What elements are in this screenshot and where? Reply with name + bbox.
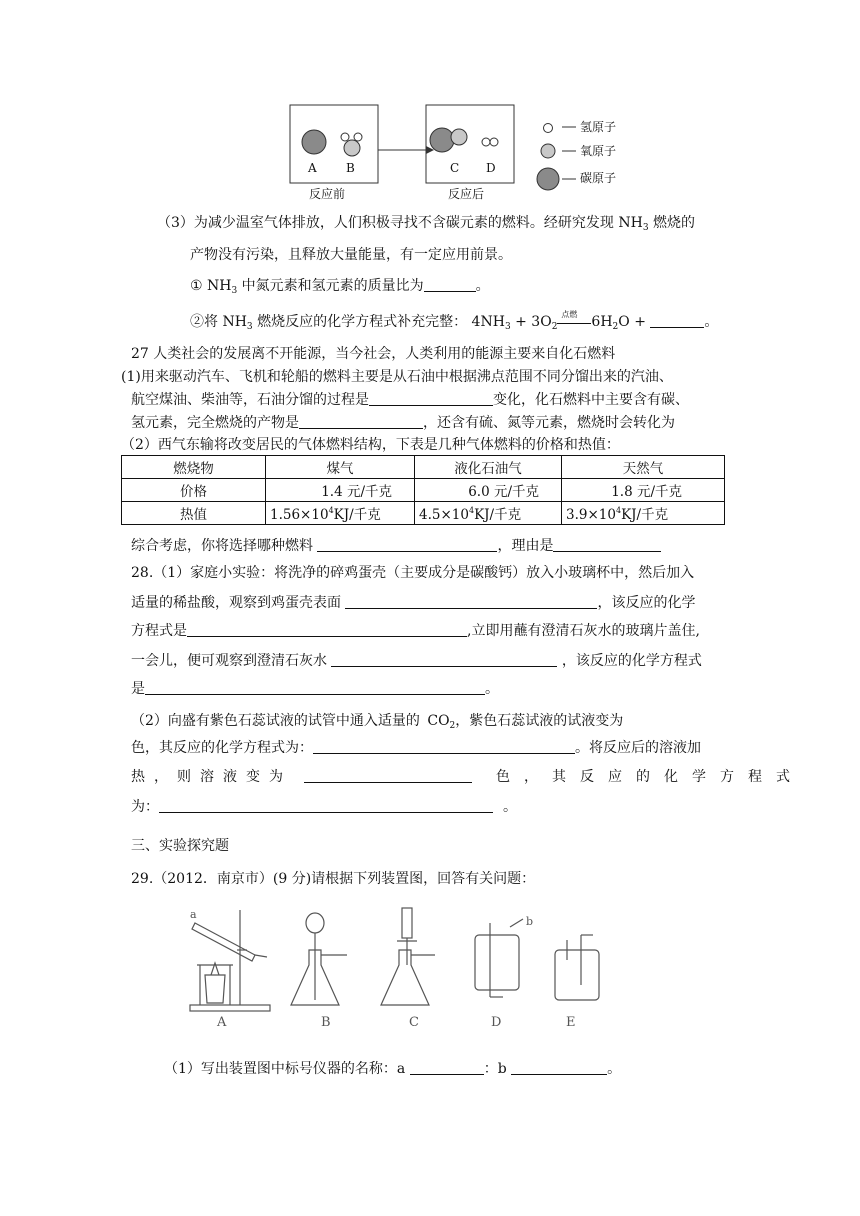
- table-header: 煤气: [266, 456, 415, 479]
- q27-reason-blank[interactable]: [553, 536, 661, 552]
- table-cell: 1.4 元/千克: [266, 479, 415, 502]
- q28-heating-equation-blank[interactable]: [159, 797, 493, 813]
- molecule-d-hydrogen-1: [482, 138, 490, 146]
- molecule-b-oxygen: [344, 140, 360, 156]
- apparatus-d: [475, 919, 523, 997]
- q26-3-part1-answer-blank[interactable]: [424, 276, 476, 292]
- q28-equation1-blank[interactable]: [187, 621, 467, 637]
- legend-carbon-label: 碳原子: [580, 171, 617, 185]
- apparatus-label-a: A: [217, 1015, 227, 1030]
- q27-fuel-choice-blank[interactable]: [317, 536, 497, 552]
- marker-a: a: [190, 908, 197, 921]
- q28-line2: 适量的稀盐酸，观察到鸡蛋壳表面 ，该反应的化学: [131, 595, 696, 611]
- q29-title: 29.（2012．南京市）(9 分)请根据下列装置图，回答有关问题：: [131, 871, 536, 887]
- table-cell: $4.5\times 10^4KJ/$千克: [415, 502, 562, 525]
- q28-line7: 色，其反应的化学方程式为： 。将反应后的溶液加: [131, 740, 701, 756]
- molecule-b-hydrogen-1: [341, 133, 349, 141]
- q28-line5: 是 。: [131, 681, 499, 697]
- q29-part1: （1）写出装置图中标号仪器的名称：a ：b 。: [164, 1061, 622, 1077]
- apparatus-a: [190, 910, 270, 1011]
- q27-products-blank[interactable]: [299, 413, 423, 429]
- label-b: B: [346, 161, 355, 175]
- table-header: 燃烧物: [122, 456, 266, 479]
- legend-hydrogen-label: 氢原子: [580, 120, 617, 134]
- q27-line3: 氢元素，完全燃烧的产物是 ，还含有硫、氮等元素，燃烧时会转化为: [131, 415, 675, 431]
- q28-limewater-observation-blank[interactable]: [331, 651, 557, 667]
- fuel-table: [121, 455, 725, 525]
- apparatus-b: [291, 913, 347, 1005]
- apparatus-label-b: B: [321, 1015, 331, 1030]
- q27-title: 27 人类社会的发展离不开能源，当今社会，人类利用的能源主要来自化石燃料: [131, 346, 616, 362]
- caption-after: 反应后: [448, 187, 485, 201]
- apparatus-e: [555, 935, 599, 1000]
- apparatus-c: [381, 908, 435, 1005]
- q29-instrument-a-blank[interactable]: [410, 1059, 484, 1075]
- apparatus-diagram: [185, 905, 625, 1035]
- apparatus-label-e: E: [566, 1015, 576, 1030]
- table-cell: 热值: [122, 502, 266, 525]
- q26-3-part2-answer-blank[interactable]: [650, 312, 704, 328]
- apparatus-label-c: C: [409, 1015, 419, 1030]
- q28-eggshell-observation-blank[interactable]: [345, 593, 597, 609]
- molecule-a-carbon: [302, 130, 326, 154]
- q27-choice: 综合考虑，你将选择哪种燃料 ，理由是: [131, 536, 661, 556]
- marker-b: b: [526, 915, 534, 928]
- legend-oxygen-label: 氧原子: [580, 144, 617, 158]
- table-cell: $3.9\times 10^4KJ/$千克: [562, 502, 725, 525]
- table-header: 液化石油气: [415, 456, 562, 479]
- q27-distillation-blank[interactable]: [369, 390, 493, 406]
- section-title: 三、实验探究题: [131, 838, 229, 854]
- q27-line2: 航空煤油、柴油等，石油分馏的过程是 变化，化石燃料中主要含有碳、: [131, 392, 689, 408]
- q28-line3: 方程式是 ,立即用蘸有澄清石灰水的玻璃片盖住,: [131, 623, 700, 639]
- q26-3-intro: （3）为减少温室气体排放，人们积极寻找不含碳元素的燃料。经研究发现 $NH_3$ 燃烧的: [157, 215, 696, 233]
- q26-3-part1: ① $NH_3$ 中氮元素和氢元素的质量比为 。: [190, 278, 490, 296]
- legend-hydrogen-icon: [544, 124, 553, 133]
- label-d: D: [486, 161, 496, 175]
- table-row: [122, 502, 725, 525]
- table-row: [122, 479, 725, 502]
- q28-line8: 热，则溶液变为 色，其反应的化学方程式: [131, 769, 804, 785]
- q28-line4: 一会儿，便可观察到澄清石灰水 ，该反应的化学方程式: [131, 653, 702, 669]
- molecule-d-hydrogen-2: [490, 138, 498, 146]
- caption-before: 反应前: [309, 187, 346, 201]
- table-header: 天然气: [562, 456, 725, 479]
- q28-line6: （2）向盛有紫色石蕊试液的试管中通入适量的 $CO_2$，紫色石蕊试液的试液变为: [131, 713, 624, 731]
- apparatus-label-d: D: [491, 1015, 502, 1030]
- molecule-c-oxygen: [451, 129, 467, 145]
- molecule-b-hydrogen-2: [354, 133, 362, 141]
- ignite-condition-arrow: 点燃: [557, 314, 591, 328]
- label-a: A: [308, 161, 317, 175]
- q28-line1: 28.（1）家庭小实验：将洗净的碎鸡蛋壳（主要成分是碳酸钙）放入小玻璃杯中，然后加入: [131, 565, 695, 581]
- legend-carbon-icon: [537, 168, 559, 190]
- q26-3-part2: ②将 $NH_3$ 燃烧反应的化学方程式补充完整： $4NH_3 + 3O_2$ 点燃 $6H_2O$ + 。: [190, 310, 719, 332]
- q28-equation2-blank[interactable]: [145, 679, 485, 695]
- q27-line4: （2）西气东输将改变居民的气体燃料结构，下表是几种气体燃料的价格和热值：: [121, 437, 620, 453]
- q26-3-intro-cont: 产物没有污染，且释放大量能量，有一定应用前景。: [190, 247, 512, 263]
- table-cell: $1.56\times 10^4KJ/$千克: [266, 502, 415, 525]
- label-c: C: [450, 161, 460, 175]
- table-cell: 价格: [122, 479, 266, 502]
- table-cell: 6.0 元/千克: [415, 479, 562, 502]
- q28-litmus-equation-blank[interactable]: [313, 738, 575, 754]
- q27-line1: (1)用来驱动汽车、飞机和轮船的燃料主要是从石油中根据沸点范围不同分馏出来的汽油、: [121, 369, 673, 385]
- table-cell: 1.8 元/千克: [562, 479, 725, 502]
- q28-line9: 为： 。: [131, 799, 517, 815]
- table-row: [122, 456, 725, 479]
- legend-oxygen-icon: [541, 144, 555, 158]
- q29-instrument-b-blank[interactable]: [511, 1059, 607, 1075]
- q28-heated-color-blank[interactable]: [304, 767, 472, 783]
- molecule-c-carbon: [430, 128, 454, 152]
